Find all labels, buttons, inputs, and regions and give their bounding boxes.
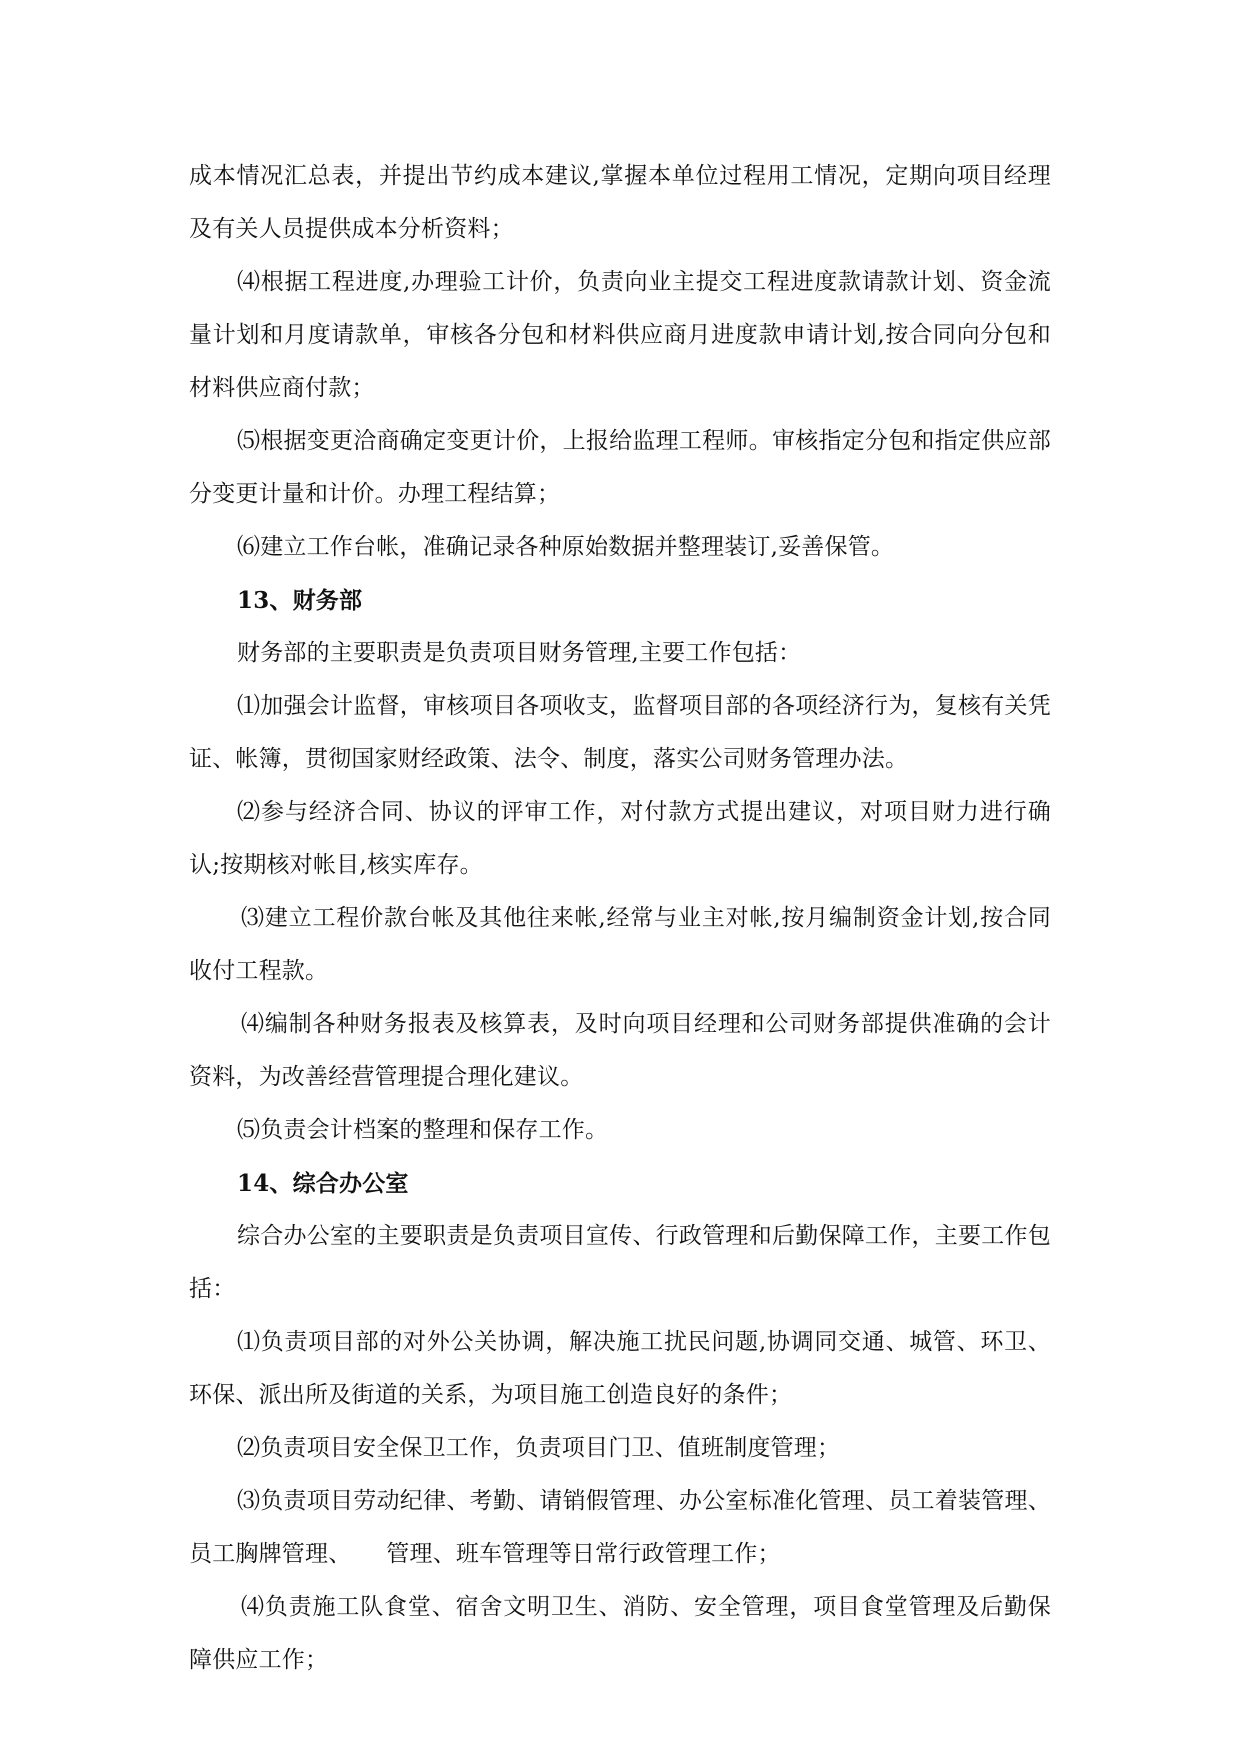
paragraph-office-item-3: ⑶负责项目劳动纪律、考勤、请销假管理、办公室标准化管理、员工着装管理、员工胸牌管理、 管理、班车管理等日常行政管理工作； xyxy=(189,1488,1051,1567)
paragraph-office-item-4: ⑷负责施工队食堂、宿舍文明卫生、消防、安全管理，项目食堂管理及后勤保障供应工作； xyxy=(189,1594,1051,1673)
paragraph-office-intro: 综合办公室的主要职责是负责项目宣传、行政管理和后勤保障工作，主要工作包括： xyxy=(189,1223,1051,1302)
section-heading-finance: 13、财务部 xyxy=(237,587,363,614)
paragraph-item-5-change-pricing: ⑸根据变更洽商确定变更计价，上报给监理工程师。审核指定分包和指定供应部分变更计量和计价。办理工程结算； xyxy=(189,428,1051,507)
paragraph-cost-summary: 成本情况汇总表，并提出节约成本建议,掌握本单位过程用工情况，定期向项目经理及有关人员提供成本分析资料； xyxy=(189,163,1051,242)
document-body xyxy=(189,150,1051,1687)
paragraph-finance-item-1: ⑴加强会计监督，审核项目各项收支，监督项目部的各项经济行为，复核有关凭证、帐簿，贯彻国家财经政策、法令、制度，落实公司财务管理办法。 xyxy=(189,693,1051,772)
paragraph-item-4-valuation: ⑷根据工程进度,办理验工计价，负责向业主提交工程进度款请款计划、资金流量计划和月度请款单，审核各分包和材料供应商月进度款申请计划,按合同向分包和材料供应商付款； xyxy=(189,269,1051,401)
paragraph-finance-item-2: ⑵参与经济合同、协议的评审工作，对付款方式提出建议，对项目财力进行确认;按期核对帐目,核实库存。 xyxy=(189,799,1051,878)
paragraph-finance-item-3: ⑶建立工程价款台帐及其他往来帐,经常与业主对帐,按月编制资金计划,按合同收付工程款。 xyxy=(189,905,1051,984)
paragraph-item-6-ledger: ⑹建立工作台帐，准确记录各种原始数据并整理装订,妥善保管。 xyxy=(237,534,895,560)
paragraph-office-item-2: ⑵负责项目安全保卫工作，负责项目门卫、值班制度管理； xyxy=(237,1435,841,1461)
paragraph-office-item-1: ⑴负责项目部的对外公关协调，解决施工扰民问题,协调同交通、城管、环卫、环保、派出所及街道的关系，为项目施工创造良好的条件； xyxy=(189,1329,1051,1408)
section-heading-general-office: 14、综合办公室 xyxy=(237,1170,409,1197)
paragraph-finance-item-5: ⑸负责会计档案的整理和保存工作。 xyxy=(237,1117,609,1143)
paragraph-finance-intro: 财务部的主要职责是负责项目财务管理,主要工作包括： xyxy=(237,640,802,666)
paragraph-finance-item-4: ⑷编制各种财务报表及核算表，及时向项目经理和公司财务部提供准确的会计资料，为改善经营管理提合理化建议。 xyxy=(189,1011,1051,1090)
